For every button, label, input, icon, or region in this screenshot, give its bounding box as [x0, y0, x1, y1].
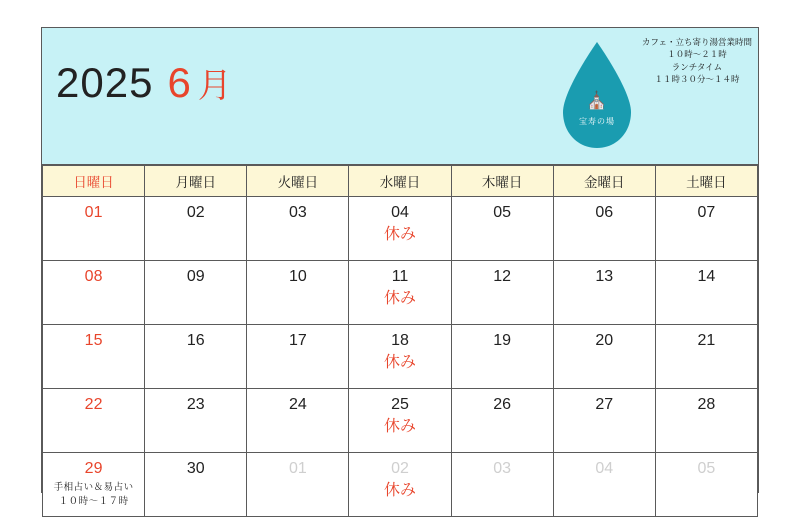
weekday-sat: 土曜日 [655, 166, 757, 197]
day-number: 13 [595, 268, 614, 285]
calendar-day-cell[interactable] [553, 197, 655, 261]
day-number: 23 [186, 396, 205, 413]
business-hours [642, 36, 752, 85]
day-number: 25 [391, 396, 409, 413]
title-month: 6 [167, 59, 192, 106]
hours-line-1: カフェ・立ち寄り湯営業時間 [641, 37, 752, 47]
closed-badge: 休み [383, 289, 416, 307]
calendar-body [43, 197, 758, 517]
day-number: 05 [493, 204, 512, 221]
title-year: 2025 [56, 59, 154, 106]
calendar-day-cell[interactable] [247, 389, 349, 453]
day-number: 18 [391, 332, 409, 349]
day-number: 04 [595, 460, 614, 477]
day-number: 30 [186, 460, 205, 477]
hours-line-3: ランチタイム [671, 61, 723, 72]
weekday-fri: 金曜日 [553, 166, 655, 197]
day-number: 05 [697, 460, 716, 477]
day-event-note: 手相占い＆易占い １０時～１７時 [53, 481, 134, 507]
calendar-day-cell[interactable] [247, 325, 349, 389]
page-title [56, 58, 233, 107]
calendar-day-cell[interactable] [247, 453, 349, 517]
calendar-day-cell[interactable] [145, 261, 247, 325]
weekday-header-row [43, 166, 758, 197]
calendar-day-cell[interactable] [349, 261, 451, 325]
day-number: 15 [84, 332, 103, 349]
calendar-day-cell[interactable] [655, 453, 757, 517]
day-number: 16 [186, 332, 205, 349]
calendar-day-cell[interactable] [145, 389, 247, 453]
calendar-week-row [43, 325, 758, 389]
calendar-day-cell[interactable] [43, 389, 145, 453]
calendar-day-cell[interactable] [145, 453, 247, 517]
calendar-day-cell[interactable] [43, 325, 145, 389]
weekday-mon: 月曜日 [145, 166, 247, 197]
day-number: 19 [493, 332, 512, 349]
day-number: 01 [84, 204, 103, 221]
calendar-day-cell[interactable] [349, 453, 451, 517]
calendar-day-cell[interactable] [145, 197, 247, 261]
day-number: 04 [391, 204, 409, 221]
calendar-day-cell[interactable] [451, 197, 553, 261]
day-number: 11 [391, 268, 409, 285]
closed-badge: 休み [383, 225, 416, 243]
closed-badge: 休み [383, 481, 416, 499]
calendar-day-cell[interactable] [553, 261, 655, 325]
day-number: 03 [288, 204, 307, 221]
closed-badge: 休み [383, 417, 416, 435]
calendar-day-cell[interactable] [349, 197, 451, 261]
calendar-day-cell[interactable] [349, 325, 451, 389]
calendar-day-cell[interactable] [553, 453, 655, 517]
day-number: 02 [391, 460, 409, 477]
calendar-week-row [43, 197, 758, 261]
calendar-day-cell[interactable] [655, 261, 757, 325]
calendar-day-cell[interactable] [145, 325, 247, 389]
calendar-day-cell[interactable] [451, 261, 553, 325]
calendar-day-cell[interactable] [247, 261, 349, 325]
weekday-wed: 水曜日 [349, 166, 451, 197]
calendar-day-cell[interactable] [43, 197, 145, 261]
day-number: 12 [493, 268, 512, 285]
day-number: 01 [288, 460, 307, 477]
calendar-day-cell[interactable] [553, 325, 655, 389]
day-number: 14 [697, 268, 716, 285]
day-number: 07 [697, 204, 716, 221]
weekday-thu: 木曜日 [451, 166, 553, 197]
day-number: 21 [697, 332, 716, 349]
day-number: 20 [595, 332, 614, 349]
closed-badge: 休み [383, 353, 416, 371]
day-number: 03 [493, 460, 512, 477]
day-number: 28 [697, 396, 716, 413]
logo-waterdrop [557, 40, 637, 150]
day-number: 27 [595, 396, 614, 413]
calendar-day-cell[interactable] [43, 453, 145, 517]
title-month-kanji: 月 [197, 67, 233, 105]
weekday-tue: 火曜日 [247, 166, 349, 197]
calendar-day-cell[interactable] [655, 197, 757, 261]
day-number: 22 [84, 396, 103, 413]
calendar-day-cell[interactable] [451, 325, 553, 389]
bathhouse-icon: ⛪ [586, 91, 608, 110]
hours-line-4: １１時３０分～１４時 [654, 73, 740, 84]
day-number: 17 [288, 332, 307, 349]
day-number: 06 [595, 204, 614, 221]
day-number: 08 [84, 268, 103, 285]
logo-label: 宝寿の場 [579, 117, 615, 126]
day-number: 24 [288, 396, 307, 413]
calendar-day-cell[interactable] [349, 389, 451, 453]
calendar-week-row [43, 389, 758, 453]
calendar-week-row [43, 261, 758, 325]
day-number: 26 [493, 396, 512, 413]
calendar-day-cell[interactable] [451, 389, 553, 453]
calendar-day-cell[interactable] [451, 453, 553, 517]
calendar-day-cell[interactable] [553, 389, 655, 453]
calendar-day-cell[interactable] [247, 197, 349, 261]
calendar [41, 27, 759, 507]
day-number: 09 [186, 268, 205, 285]
hours-line-2: １０時～２１時 [667, 49, 727, 60]
calendar-header [42, 28, 758, 165]
calendar-day-cell[interactable] [655, 389, 757, 453]
calendar-day-cell[interactable] [43, 261, 145, 325]
day-number: 02 [186, 204, 205, 221]
calendar-grid [42, 165, 758, 517]
weekday-sun: 日曜日 [43, 166, 145, 197]
calendar-day-cell[interactable] [655, 325, 757, 389]
day-number: 10 [288, 268, 307, 285]
calendar-week-row [43, 453, 758, 517]
day-number: 29 [84, 460, 103, 477]
